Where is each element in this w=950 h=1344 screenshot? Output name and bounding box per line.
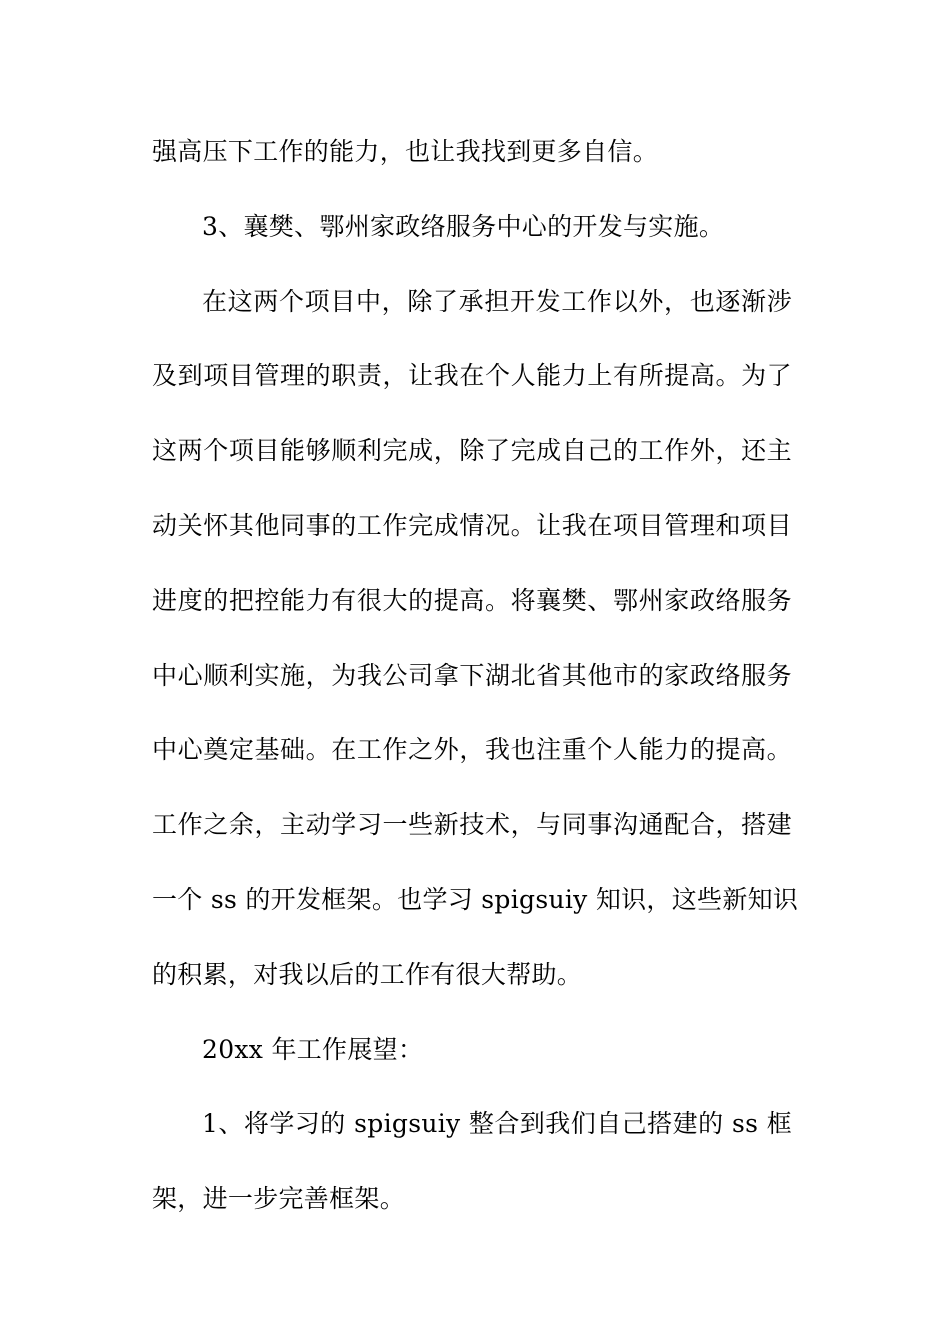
section-heading: 20xx 年工作展望：	[202, 1034, 424, 1064]
text-line: 及到项目管理的职责，让我在个人能力上有所提高。为了	[152, 361, 792, 391]
text-line: 工作之余，主动学习一些新技术，与同事沟通配合，搭建	[152, 810, 792, 840]
text-line: 的积累，对我以后的工作有很大帮助。	[152, 959, 583, 989]
paragraph-first-line: 在这两个项目中，除了承担开发工作以外，也逐渐涉	[202, 286, 792, 316]
text-line: 一个 ss 的开发框架。也学习 spigsuiy 知识，这些新知识	[152, 884, 799, 914]
text-line: 强高压下工作的能力，也让我找到更多自信。	[152, 137, 659, 166]
text-line: 架，进一步完善框架。	[152, 1184, 406, 1214]
list-item-heading: 3、襄樊、鄂州家政络服务中心的开发与实施。	[202, 211, 725, 241]
document-body	[152, 127, 799, 1249]
list-item-first-line: 1、将学习的 spigsuiy 整合到我们自己搭建的 ss 框	[202, 1109, 792, 1139]
text-line: 中心顺利实施，为我公司拿下湖北省其他市的家政络服务	[152, 660, 792, 690]
text-line: 进度的把控能力有很大的提高。将襄樊、鄂州家政络服务	[152, 585, 792, 615]
text-line: 这两个项目能够顺利完成，除了完成自己的工作外，还主	[152, 436, 792, 466]
text-line: 动关怀其他同事的工作完成情况。让我在项目管理和项目	[152, 510, 792, 540]
text-line: 中心奠定基础。在工作之外，我也注重个人能力的提高。	[152, 735, 792, 765]
